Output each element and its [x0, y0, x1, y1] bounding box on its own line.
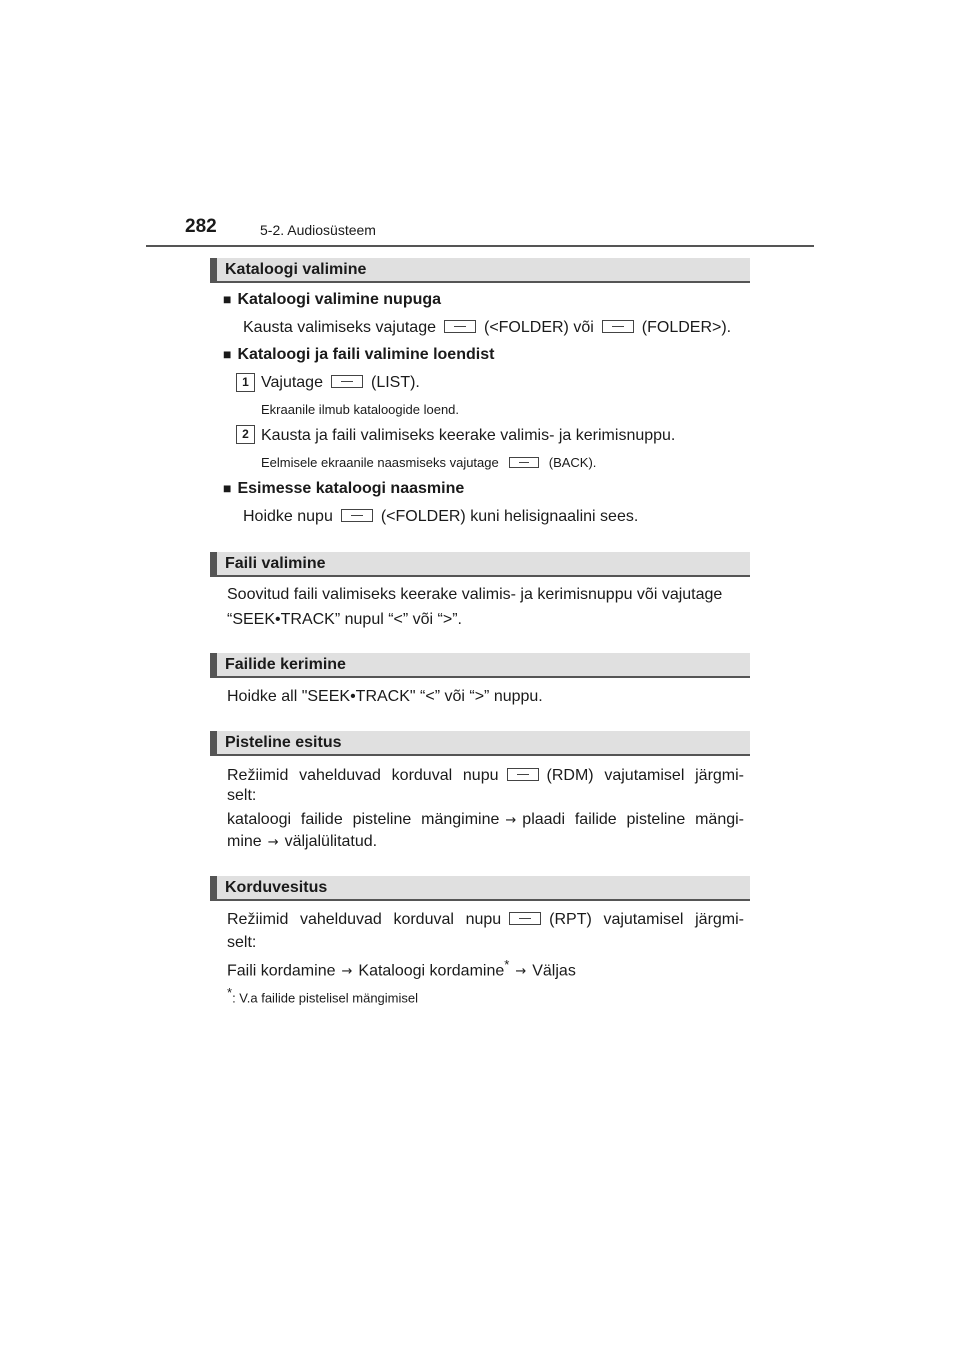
body-text: selt:	[227, 934, 257, 951]
body-text: Faili kordamine → Kataloogi kordamine* → Väljas	[227, 957, 576, 980]
arrow-right-icon: →	[341, 964, 353, 980]
arrow-right-icon: →	[505, 813, 517, 828]
step-number: 1	[236, 373, 255, 392]
body-text: Soovitud faili valimiseks keerake valimis- ja kerimisnuppu või vajutage	[227, 586, 723, 603]
body-text: kataloogi failide pisteline mängimine → plaadi failide pisteline mängi-	[227, 811, 744, 828]
arrow-right-icon: →	[267, 835, 279, 850]
bullet-square-icon: ■	[223, 346, 232, 362]
back-button-icon	[509, 457, 539, 468]
section-heading-pisteline-esitus: Pisteline esitus	[210, 731, 750, 756]
section-heading-kataloogi-valimine: Kataloogi valimine	[210, 258, 750, 283]
instruction-text: Hoidke nupu (<FOLDER) kuni helisignaalini sees.	[243, 508, 639, 525]
instruction-text: Kausta valimiseks vajutage (<FOLDER) või (FOLDER>).	[243, 319, 732, 336]
rpt-button-icon	[509, 912, 541, 925]
body-text: Hoidke all "SEEK•TRACK" “<” või “>” nuppu.	[227, 688, 543, 705]
footnote-star: *	[504, 957, 510, 972]
section-heading-faili-valimine: Faili valimine	[210, 552, 750, 577]
chapter-title: 5-2. Audiosüsteem	[260, 222, 376, 238]
subsection-title: ■ Kataloogi valimine nupuga	[223, 291, 442, 308]
rdm-button-icon	[507, 768, 539, 781]
page-number: 282	[185, 216, 217, 237]
body-text: “SEEK•TRACK” nupul “<” või “>”.	[227, 611, 462, 628]
section-heading-failide-kerimine: Failide kerimine	[210, 653, 750, 678]
folder-next-button-icon	[602, 320, 634, 333]
folder-prev-button-icon	[444, 320, 476, 333]
list-button-icon	[331, 375, 363, 388]
step-note: Eelmisele ekraanile naasmiseks vajutage (BACK).	[261, 455, 597, 470]
folder-prev-button-icon	[341, 509, 373, 522]
body-text: Režiimid vahelduvad korduval nupu (RPT) vajutamisel järgmi-	[227, 911, 744, 928]
bullet-square-icon: ■	[223, 480, 232, 496]
section-heading-korduvesitus: Korduvesitus	[210, 876, 750, 901]
subsection-title: ■ Kataloogi ja faili valimine loendist	[223, 346, 495, 363]
step-note: Ekraanile ilmub kataloogide loend.	[261, 402, 460, 417]
subsection-title: ■ Esimesse kataloogi naasmine	[223, 480, 465, 497]
arrow-right-icon: →	[515, 964, 527, 980]
body-text: selt:	[227, 787, 257, 804]
step-text: Kausta ja faili valimiseks keerake valimis- ja kerimisnuppu.	[261, 427, 676, 444]
step-number: 2	[236, 425, 255, 444]
bullet-square-icon: ■	[223, 291, 232, 307]
step-text: Vajutage (LIST).	[261, 374, 420, 391]
page-header	[146, 213, 814, 247]
body-text: Režiimid vahelduvad korduval nupu (RDM) vajutamisel järgmi-	[227, 767, 745, 784]
footnote: *: V.a failide pistelisel mängimisel	[227, 985, 419, 1006]
body-text: mine → väljalülitatud.	[227, 833, 378, 850]
